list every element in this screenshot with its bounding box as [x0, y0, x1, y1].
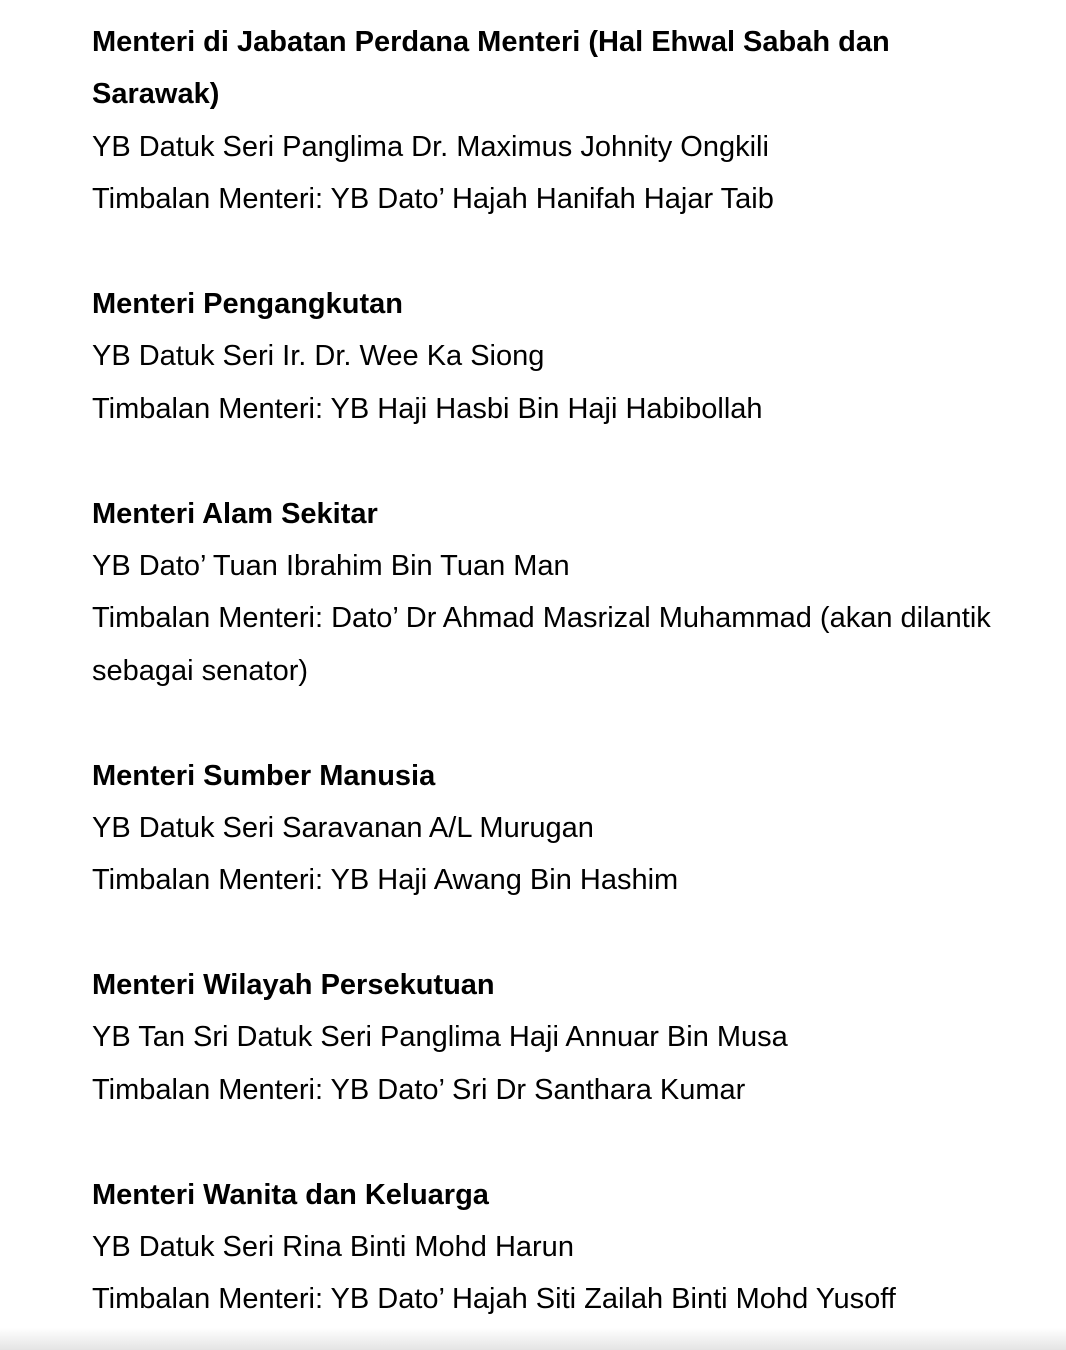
section-spacer	[92, 907, 992, 959]
section-alam-sekitar	[92, 488, 992, 698]
section-sabah-sarawak	[92, 16, 992, 226]
section-heading: Menteri Pengangkutan	[92, 287, 403, 320]
section-heading: Menteri Wanita dan Keluarga	[92, 1178, 489, 1211]
section-wanita-keluarga	[92, 1169, 992, 1326]
minister-name: YB Datuk Seri Ir. Dr. Wee Ka Siong	[92, 340, 545, 373]
page-bottom-shadow	[0, 1328, 1066, 1350]
deputy-minister-name: Timbalan Menteri: YB Dato’ Sri Dr Santhara Kumar	[92, 1073, 746, 1106]
section-spacer	[92, 435, 992, 487]
deputy-minister-name: Timbalan Menteri: YB Dato’ Hajah Siti Zailah Binti Mohd Yusoff	[92, 1283, 896, 1316]
deputy-minister-name: Timbalan Menteri: YB Dato’ Hajah Hanifah Hajar Taib	[92, 183, 774, 216]
section-heading: Menteri Alam Sekitar	[92, 497, 378, 530]
section-heading: Menteri Wilayah Persekutuan	[92, 969, 495, 1002]
section-spacer	[92, 697, 992, 749]
minister-name: YB Tan Sri Datuk Seri Panglima Haji Annuar Bin Musa	[92, 1021, 788, 1054]
deputy-minister-name: Timbalan Menteri: YB Haji Awang Bin Hashim	[92, 864, 679, 897]
minister-name: YB Datuk Seri Panglima Dr. Maximus Johnity Ongkili	[92, 130, 769, 163]
document-page	[92, 16, 992, 1326]
section-wilayah-persekutuan	[92, 959, 992, 1116]
minister-name: YB Dato’ Tuan Ibrahim Bin Tuan Man	[92, 549, 570, 582]
minister-name: YB Datuk Seri Saravanan A/L Murugan	[92, 811, 594, 844]
section-spacer	[92, 226, 992, 278]
section-sumber-manusia	[92, 750, 992, 907]
deputy-minister-name: Timbalan Menteri: YB Haji Hasbi Bin Haji Habibollah	[92, 392, 763, 425]
minister-name: YB Datuk Seri Rina Binti Mohd Harun	[92, 1231, 574, 1264]
section-heading: Menteri di Jabatan Perdana Menteri (Hal Ehwal Sabah dan Sarawak)	[92, 26, 890, 111]
section-pengangkutan	[92, 278, 992, 435]
section-spacer	[92, 1116, 992, 1168]
section-heading: Menteri Sumber Manusia	[92, 759, 436, 792]
deputy-minister-name: Timbalan Menteri: Dato’ Dr Ahmad Masrizal Muhammad (akan dilantik sebagai senator)	[92, 602, 991, 687]
